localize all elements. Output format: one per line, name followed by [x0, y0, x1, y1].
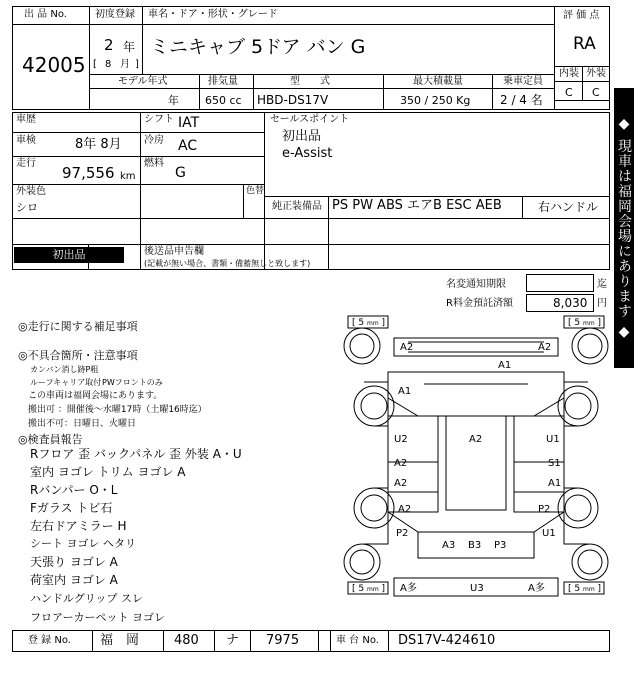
- mark-quarter-r-2: U1: [542, 528, 556, 539]
- capacity-value: 2 / 4 名: [500, 93, 543, 107]
- mark-bumper-rear-l: A多: [400, 583, 417, 594]
- mark-roof: A2: [469, 434, 483, 445]
- defects-label: ◎不具合箇所・注意事項: [18, 349, 138, 362]
- shift-label: シフト: [144, 114, 174, 125]
- svg-text:[ 5 mm ]: [ 5 mm ]: [352, 584, 386, 594]
- type-value: HBD-DS17V: [257, 93, 329, 107]
- recycle-unit: 円: [597, 298, 607, 309]
- car-diagram: [338, 312, 614, 628]
- note-2: 搬出可 ：開催後～水曜17時（土曜16時迄）: [28, 405, 207, 415]
- first-listing-badge: 初出品: [14, 247, 124, 263]
- reg-class: 480: [174, 633, 199, 648]
- history-label: 車歴: [16, 114, 36, 125]
- interior-label: 内装: [559, 68, 579, 79]
- recycle-label: R料金預託済額: [446, 298, 513, 309]
- transfer-unit: 迄: [597, 279, 607, 290]
- tire-unit: mm: [366, 320, 379, 327]
- inspector-item: シート ヨゴレ ヘタリ: [30, 537, 136, 550]
- defect-2a: ルーフキャリア取付: [30, 378, 102, 387]
- inspector-item: Fガラス トビ石: [30, 501, 113, 515]
- color-change-label: 色替: [246, 186, 265, 196]
- mark-quarter-l-2: P2: [396, 528, 409, 539]
- exterior-label: 外装: [586, 68, 606, 79]
- color-label: 外装色: [16, 186, 46, 197]
- inspector-item: Rバンパー O・L: [30, 483, 118, 497]
- inspector-item: ハンドルグリップ スレ: [30, 592, 143, 605]
- svg-text:[ 5 mm ]: [ 5 mm ]: [568, 318, 602, 328]
- inspector-label: ◎検査員報告: [18, 433, 83, 446]
- mileage-value: 97,556: [62, 164, 115, 182]
- fuel-value: G: [175, 165, 186, 181]
- rating-value: RA: [573, 34, 596, 54]
- sales-label: セールスポイント: [270, 114, 350, 125]
- color-value: シロ: [16, 201, 38, 214]
- mark-fender-l: A1: [398, 386, 412, 397]
- shift-value: IAT: [178, 115, 200, 131]
- mark-bumper-front-l: A2: [400, 342, 414, 353]
- parts-label: 後送品申告欄: [144, 246, 204, 257]
- first-reg-year: 2: [104, 36, 114, 54]
- mark-rear-1: A3: [442, 540, 456, 551]
- model-year-label: モデル年式: [118, 76, 168, 87]
- note-3: 搬出不可：日曜日、火曜日: [28, 419, 137, 429]
- mark-quarter-l-1: A2: [398, 504, 412, 515]
- defect-2b: PWフロントのみ: [102, 378, 163, 387]
- mark-door-rr-2: A1: [548, 478, 562, 489]
- svg-text:[ 5 mm ]: [ 5 mm ]: [568, 584, 602, 594]
- mark-bumper-front-r: A2: [538, 342, 552, 353]
- displacement-label: 排気量: [208, 76, 238, 87]
- ac-value: AC: [178, 138, 198, 154]
- mark-door-rl-1: A2: [394, 458, 408, 469]
- rating-label: 評 価 点: [563, 10, 600, 21]
- equipment-label: 純正装備品: [272, 201, 322, 212]
- mark-door-fr: U1: [546, 434, 560, 445]
- fuel-label: 燃料: [144, 158, 164, 169]
- mark-bumper-rear-c: U3: [470, 583, 484, 594]
- mark-quarter-r-1: P2: [538, 504, 551, 515]
- note-1: この車両は福岡会場にあります。: [28, 391, 163, 401]
- inspector-item: Rフロア 歪 バックパネル 歪 外装 A・U: [30, 447, 242, 461]
- svg-text:[ 5 mm ]: [ 5 mm ]: [352, 318, 386, 328]
- mark-door-rr-1: S1: [548, 458, 561, 469]
- reg-area: 福 岡: [100, 633, 140, 648]
- mark-door-fl: U2: [394, 434, 408, 445]
- first-reg-label: 初度登録: [95, 9, 135, 20]
- lot-label: 出 品 No.: [24, 9, 67, 20]
- parts-note: (記載が無い場合、書類・備蓄無しと致します): [144, 259, 311, 268]
- lot-number: 42005: [22, 53, 86, 77]
- sales-line1: 初出品: [282, 129, 322, 144]
- displacement-value: 650 cc: [205, 94, 242, 107]
- mark-hood: A1: [498, 360, 512, 371]
- model-label: 車名・ドア・形状・グレード: [148, 9, 278, 20]
- recycle-value: 8,030: [553, 296, 588, 310]
- inspector-item: 室内 ヨゴレ トリム ヨゴレ A: [30, 465, 186, 479]
- inspector-item: フロアーカーペット ヨゴレ: [30, 611, 165, 624]
- load-label: 最大積載量: [413, 76, 463, 87]
- inspector-item: 左右ドアミラー H: [30, 519, 127, 533]
- mark-door-rl-2: A2: [394, 478, 408, 489]
- transfer-box: [526, 274, 594, 292]
- first-reg-month: 8: [105, 59, 112, 70]
- exterior-value: C: [592, 86, 600, 99]
- inspection-value: 8年 8月: [75, 137, 122, 152]
- chassis-value: DS17V-424610: [398, 633, 496, 648]
- mark-rear-2: B3: [468, 540, 482, 551]
- first-reg-year-unit: 年: [123, 40, 136, 54]
- load-value: 350 / 250 Kg: [400, 94, 471, 107]
- chassis-label: 車 台 No.: [336, 635, 379, 646]
- model-year-value: 年: [168, 94, 179, 107]
- location-banner: ◆ 現車は福岡会場にあります ◆: [614, 88, 634, 368]
- capacity-label: 乗車定員: [503, 76, 543, 87]
- inspector-item: 天張り ヨゴレ A: [30, 555, 118, 569]
- reg-kana: ナ: [226, 633, 240, 648]
- first-reg-month-unit: 月: [120, 59, 130, 70]
- tire-rr-size: 5: [574, 584, 581, 594]
- inspector-item: 荷室内 ヨゴレ A: [30, 573, 118, 587]
- mileage-label: 走行: [16, 158, 36, 169]
- mark-rear-3: P3: [494, 540, 507, 551]
- type-label: 型 式: [290, 76, 330, 87]
- defect-1: カンバン消し跡P粗: [30, 365, 99, 374]
- sales-line2: e-Assist: [282, 146, 333, 161]
- model-value: ミニキャブ 5ドア バン G: [150, 36, 366, 58]
- inspection-label: 車検: [16, 135, 36, 146]
- mileage-unit: km: [120, 171, 136, 182]
- transfer-label: 名変通知期限: [446, 279, 506, 290]
- tire-rl-size: 5: [358, 584, 365, 594]
- driving-label: ◎走行に関する補足事項: [18, 320, 138, 333]
- equipment-value: PS PW ABS エアB ESC AEB: [332, 198, 502, 213]
- reg-label: 登 録 No.: [28, 635, 71, 646]
- ac-label: 冷房: [144, 135, 164, 146]
- tire-fl-size: 5: [358, 318, 365, 328]
- handle-value: 右ハンドル: [538, 200, 599, 214]
- tire-fr-size: 5: [574, 318, 581, 328]
- interior-value: C: [565, 86, 573, 99]
- mark-bumper-rear-r: A多: [528, 583, 545, 594]
- reg-number: 7975: [266, 633, 300, 648]
